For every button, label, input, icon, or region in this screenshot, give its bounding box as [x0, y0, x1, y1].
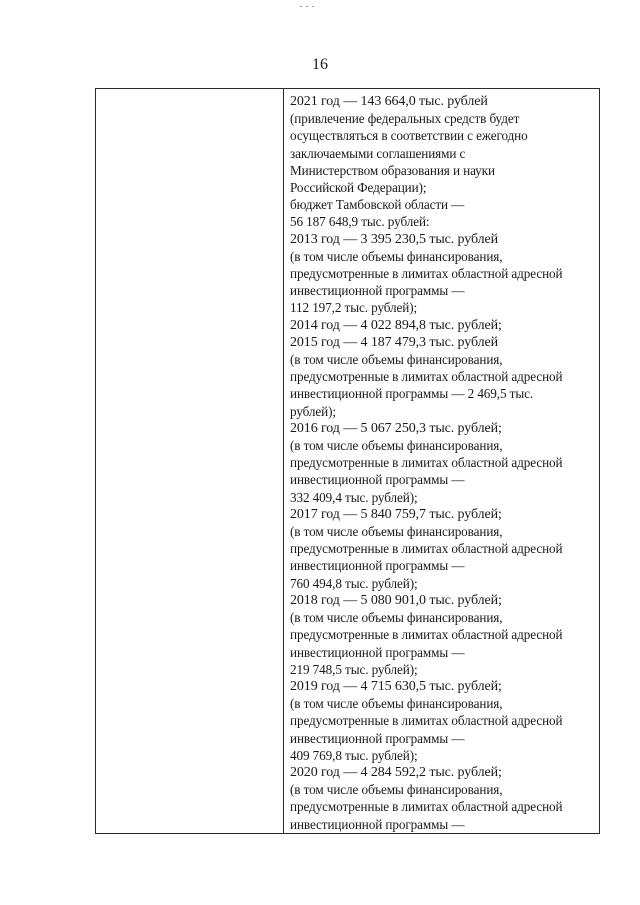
text-line: (в том числе объемы финансирования, — [290, 610, 503, 626]
text-line: Российской Федерации); — [290, 180, 427, 196]
text-line: 409 769,8 тыс. рублей); — [290, 747, 418, 763]
table-left-cell — [96, 89, 284, 833]
table-right-cell — [290, 93, 596, 833]
text-line: 2016 год — 5 067 250,3 тыс. рублей; — [290, 420, 502, 436]
text-line: инвестиционной программы — — [290, 283, 465, 299]
text-line: предусмотренные в лимитах областной адресной — [290, 266, 563, 282]
text-line: (в том числе объемы финансирования, — [290, 782, 503, 798]
text-line: (в том числе объемы финансирования, — [290, 438, 503, 454]
text-line: Министерством образования и науки — [290, 162, 495, 178]
text-line: бюджет Тамбовской области — — [290, 197, 465, 213]
text-line: заключаемыми соглашениями с — [290, 145, 466, 161]
text-line: инвестиционной программы — — [290, 644, 465, 660]
text-line: предусмотренные в лимитах областной адресной — [290, 369, 563, 385]
text-line: 332 409,4 тыс. рублей); — [290, 489, 418, 505]
text-line: инвестиционной программы — — [290, 472, 465, 488]
text-line: 2018 год — 5 080 901,0 тыс. рублей; — [290, 592, 502, 608]
scan-dot — [312, 6, 314, 7]
text-line: (в том числе объемы финансирования, — [290, 696, 503, 712]
text-line: (в том числе объемы финансирования, — [290, 524, 503, 540]
scan-dot — [300, 6, 302, 7]
text-line: 2015 год — 4 187 479,3 тыс. рублей — [290, 334, 499, 350]
page-number: 16 — [312, 56, 328, 73]
text-line: предусмотренные в лимитах областной адресной — [290, 541, 563, 557]
text-line: 2017 год — 5 840 759,7 тыс. рублей; — [290, 506, 502, 522]
text-line: инвестиционной программы — 2 469,5 тыс. — [290, 386, 534, 402]
text-line: 112 197,2 тыс. рублей); — [290, 300, 418, 316]
text-line: 2021 год — 143 664,0 тыс. рублей — [290, 94, 488, 109]
text-line: 56 187 648,9 тыс. рублей: — [290, 214, 430, 230]
text-line: инвестиционной программы — — [290, 558, 465, 574]
text-line: предусмотренные в лимитах областной адресной — [290, 713, 563, 729]
text-line: предусмотренные в лимитах областной адресной — [290, 799, 563, 815]
text-line: 2014 год — 4 022 894,8 тыс. рублей; — [290, 317, 502, 333]
text-line: 2019 год — 4 715 630,5 тыс. рублей; — [290, 678, 502, 694]
text-line: инвестиционной программы — — [290, 730, 465, 746]
text-line: 760 494,8 тыс. рублей); — [290, 575, 418, 591]
text-line: предусмотренные в лимитах областной адресной — [290, 455, 563, 471]
scan-dot — [306, 6, 308, 7]
text-line: предусмотренные в лимитах областной адресной — [290, 627, 563, 643]
text-line: осуществляться в соответствии с ежегодно — [290, 128, 528, 144]
text-line: 2013 год — 3 395 230,5 тыс. рублей — [290, 231, 499, 247]
text-line: (в том числе объемы финансирования, — [290, 352, 503, 368]
text-line: рублей); — [290, 403, 336, 419]
text-line: (в том числе объемы финансирования, — [290, 248, 503, 264]
funding-table — [95, 88, 600, 834]
text-line: (привлечение федеральных средств будет — [290, 111, 520, 127]
text-line: 2020 год — 4 284 592,2 тыс. рублей; — [290, 764, 502, 780]
text-line: инвестиционной программы — — [290, 816, 465, 832]
text-line: 219 748,5 тыс. рублей); — [290, 661, 418, 677]
